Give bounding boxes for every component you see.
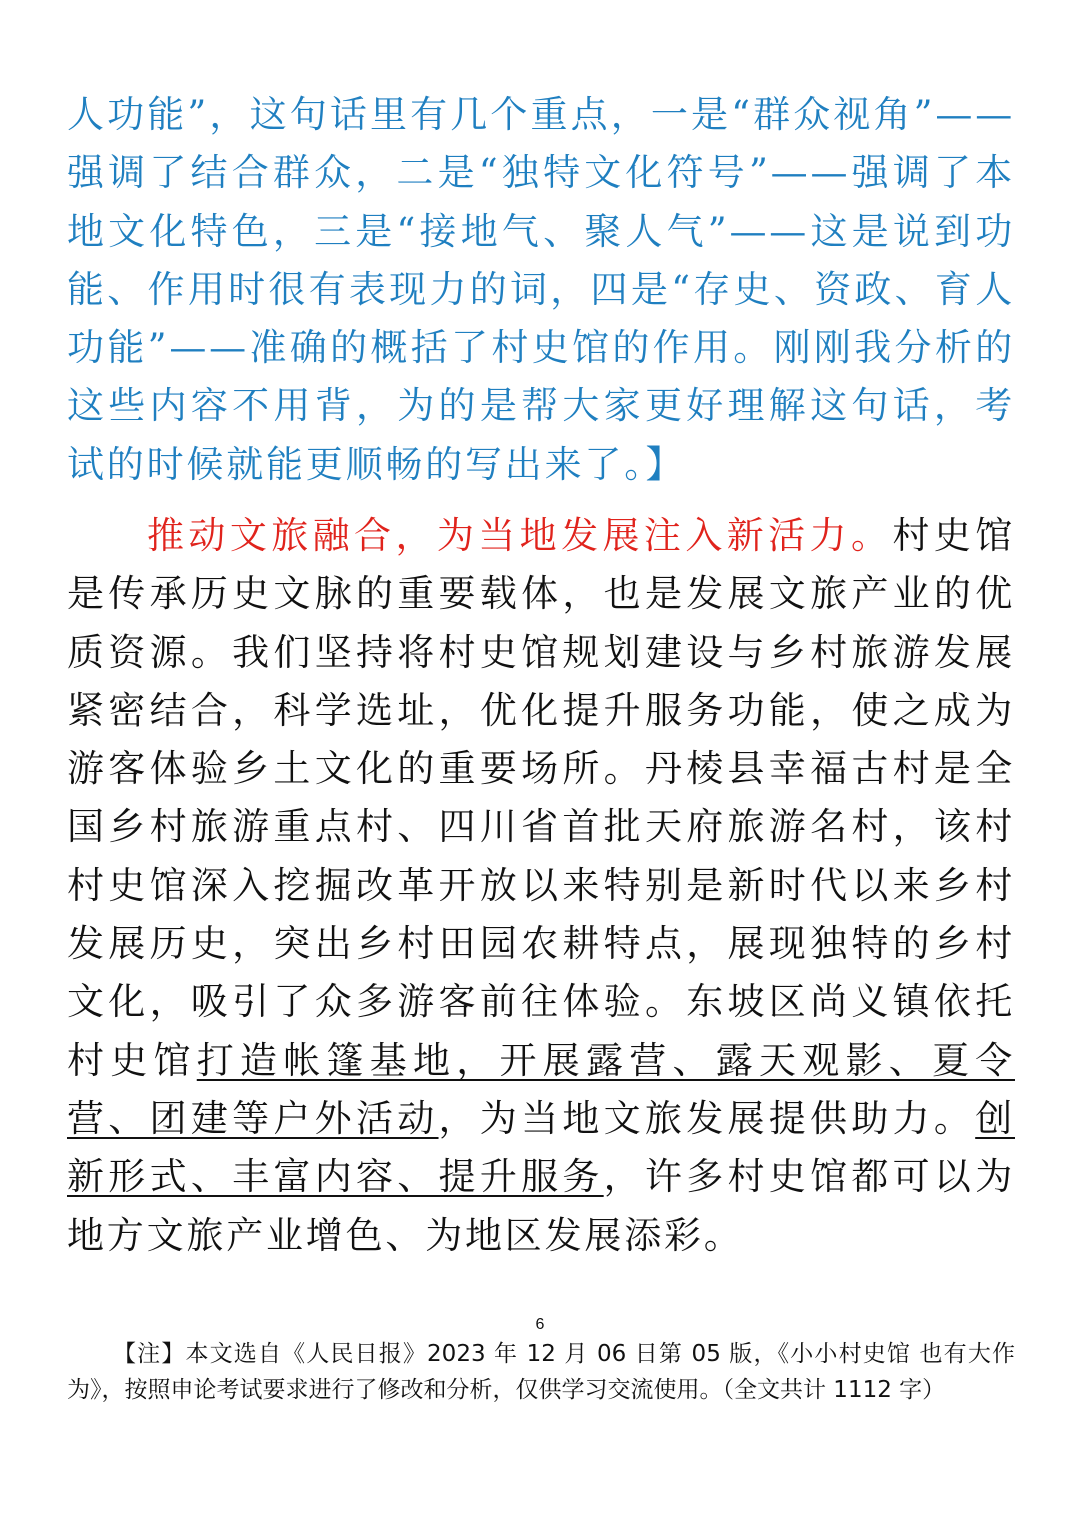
paragraph-heading: 推动文旅融合，为当地发展注入新活力。 [147,514,893,557]
underlined-text-2: 创新形式、丰富内容、提升服务 [67,1096,1015,1199]
underlined-text-1: 打造帐篷基地，开展露营、露天观影、夏令营、团建等户外活动 [67,1038,1015,1140]
page-number: 6 [535,1316,545,1333]
main-paragraph [67,507,1015,1265]
paragraph-text-1: 村史馆是传承历史文脉的重要载体，也是发展文旅产业的优质资源。我们坚持将村史馆规划建设与乡村旅游发展紧密结合，科学选址，优化提升服务功能，使之成为游客体验乡土文化的重要场所。丹棱县幸福古村是全国乡村旅游重点村、四川省首批天府旅游名村，该村村史馆深入挖掘改革开放以来特别是新时代以来乡村发展历史，突出乡村田园农耕特点，展现独特的乡村文化，吸引了众多游客前往体验。东坡区尚义镇依托村史馆 [67,514,1015,1082]
paragraph-text-2: ，为当地文旅发展提供助力。 [438,1096,976,1140]
source-note: 【注】本文选自《人民日报》2023 年 12 月 06 日第 05 版，《小小村史馆 也有大作为》，按照申论考试要求进行了修改和分析，仅供学习交流使用。（全文共计 1112 字） [67,1341,1015,1403]
paragraph-text-3: ，许多村史馆都可以为地方文旅产业增色、为地区发展添彩。 [67,1155,1016,1257]
analysis-paragraph: 人功能”，这句话里有几个重点，一是“群众视角”——强调了结合群众，二是“独特文化符号”——强调了本地文化特色，三是“接地气、聚人气”——这是说到功能、作用时很有表现力的词，四是“存史、资政、育人功能”——准确的概括了村史馆的作用。刚刚我分析的这些内容不用背，为的是帮大家更好理解这句话，考试的时候就能更顺畅的写出来了。】 [67,93,1015,486]
